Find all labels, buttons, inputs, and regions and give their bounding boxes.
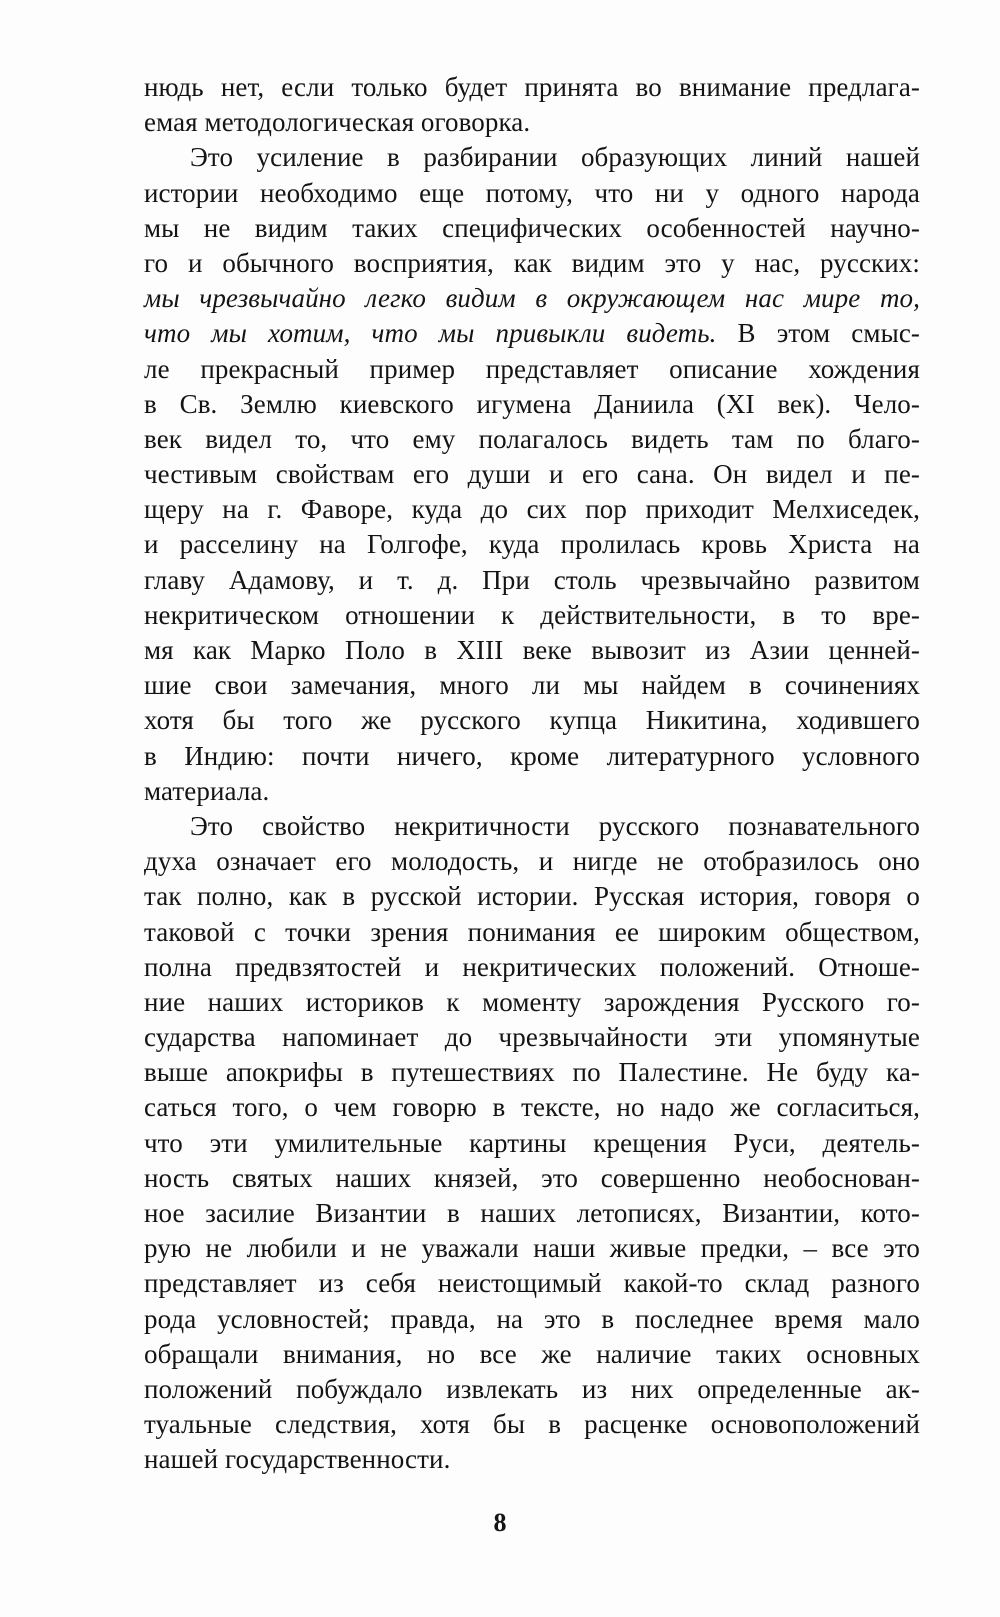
text-line: рую не любили и не уважали наши живые предки, – все это xyxy=(144,1233,920,1264)
text-line: истории необходимо еще потому, что ни у одного народа xyxy=(144,177,920,208)
text-line: представляет из себя неистощимый какой-то склад разного xyxy=(144,1268,920,1299)
text-line: нюдь нет, если только будет принята во внимание предлага- xyxy=(144,72,920,102)
text-line: в Индию: почти ничего, кроме литературного условного xyxy=(144,740,920,771)
mixed-text-line xyxy=(144,316,920,351)
text-line: в Св. Землю киевского игумена Даниила (XI век). Чело- xyxy=(144,388,920,419)
text-line: щеру на г. Фаворе, куда до сих пор приходит Мелхиседек, xyxy=(144,494,920,525)
text-line: так полно, как в русской истории. Русская история, говоря о xyxy=(144,881,920,912)
text-line: честивым свойствам его души и его сана. Он видел и пе- xyxy=(144,459,920,490)
text-line: Это усиление в разбирании образующих линий нашей xyxy=(190,142,920,173)
text-line: мя как Марко Поло в XIII веке вывозит из Азии ценней- xyxy=(144,635,920,665)
body-text xyxy=(144,70,920,1478)
text-line: мы не видим таких специфических особенностей научно- xyxy=(144,212,920,243)
text-line: век видел то, что ему полагалось видеть там по благо- xyxy=(144,423,920,454)
text-line: материала. xyxy=(144,775,270,806)
text-line: что эти умилительные картины крещения Руси, деятель- xyxy=(144,1127,920,1158)
text-line: главу Адамову, и т. д. При столь чрезвычайно развитом xyxy=(144,564,920,595)
italic-text-line: мы чрезвычайно легко видим в окружающем нас мире то, xyxy=(144,283,920,314)
text-line: выше апокрифы в путешествиях по Палестине. Не буду ка- xyxy=(144,1057,920,1088)
text-line: полна предвзятостей и некритических положений. Отноше- xyxy=(144,951,920,982)
text-line: ное засилие Византии в наших летописях, Византии, кото- xyxy=(144,1198,920,1228)
text-line: положений побуждало извлекать из них определенные ак- xyxy=(144,1373,920,1404)
text-line: рода условностей; правда, на это в последнее время мало xyxy=(144,1303,920,1334)
text-line: ние наших историков к моменту зарождения Русского го- xyxy=(144,986,920,1017)
text-line: таковой с точки зрения понимания ее широким обществом, xyxy=(144,916,920,947)
text-line: емая методологическая оговорка. xyxy=(144,107,531,138)
text-line: Это свойство некритичности русского познавательного xyxy=(190,810,920,841)
text-line: шие свои замечания, много ли мы найдем в сочинениях xyxy=(144,670,920,701)
text-line: ле прекрасный пример представляет описание хождения xyxy=(144,353,920,384)
text-line: духа означает его молодость, и нигде не отобразилось оно xyxy=(144,846,920,877)
text-line: обращали внимания, но все же наличие таких основных xyxy=(144,1338,920,1369)
text-line: сударства напоминает до чрезвычайности эти упомянутые xyxy=(144,1022,920,1053)
text-line: нашей государственности. xyxy=(144,1444,451,1475)
text-line: хотя бы того же русского купца Никитина, ходившего xyxy=(144,705,920,736)
italic-text-fragment: что мы хотим, что мы привыкли видеть. xyxy=(144,318,717,349)
text-fragment: В этом смыс- xyxy=(737,318,920,349)
text-line: саться того, о чем говорю в тексте, но надо же согласиться, xyxy=(144,1092,920,1123)
text-line: некритическом отношении к действительности, в то вре- xyxy=(144,599,920,630)
page-number: 8 xyxy=(493,1508,507,1537)
text-line: го и обычного восприятия, как видим это у нас, русских: xyxy=(144,247,920,278)
text-line: ность святых наших князей, это совершенно необоснован- xyxy=(144,1162,920,1193)
text-line: и расселину на Голгофе, куда пролилась кровь Христа на xyxy=(144,529,920,560)
text-line: туальные следствия, хотя бы в расценке основоположений xyxy=(144,1409,920,1440)
